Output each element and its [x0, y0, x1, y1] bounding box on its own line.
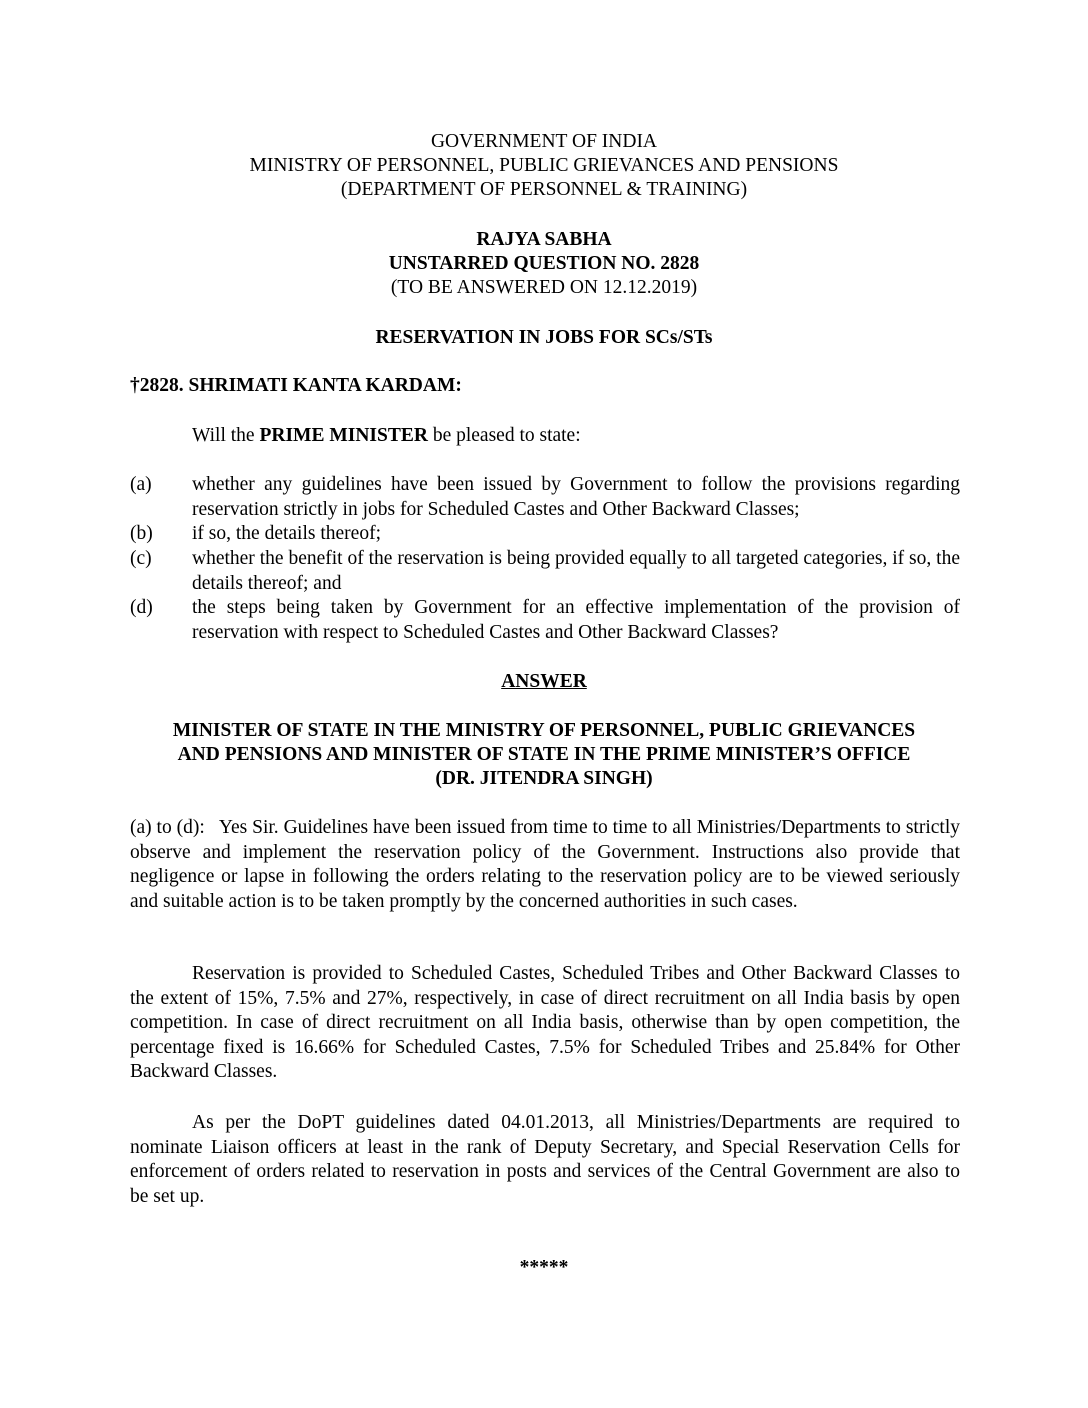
question-label: (c)	[130, 548, 152, 569]
question-label: (a)	[130, 474, 152, 495]
question-text: the steps being taken by Government for an effective implementation of the provision of reservation with respect to Scheduled Castes and Other Backward Classes?	[192, 597, 960, 643]
question-text: whether any guidelines have been issued by Government to follow the provisions regarding reservation strictly in jobs for Scheduled Castes and Other Backward Classes;	[192, 474, 960, 520]
letterhead-government: GOVERNMENT OF INDIA	[430, 131, 658, 152]
end-mark: *****	[519, 1257, 569, 1278]
letterhead	[0, 130, 1088, 202]
question-text: if so, the details thereof;	[192, 523, 381, 544]
answer-paragraph-3: As per the DoPT guidelines dated 04.01.2013, all Ministries/Departments are required to nominate Liaison officers at least in the rank of Deputy Secretary, and Special Reservation Cells for enforcement of orders related to reservation in posts and services of the Central Government are also to be set up.	[130, 1112, 960, 1207]
minister-designation	[0, 719, 1088, 791]
questioner-name: †2828. SHRIMATI KANTA KARDAM:	[130, 375, 462, 396]
answer-heading: ANSWER	[501, 671, 587, 692]
question-label: (d)	[130, 597, 153, 618]
minister-line-1: MINISTER OF STATE IN THE MINISTRY OF PERSONNEL, PUBLIC GRIEVANCES	[172, 720, 916, 741]
question-text: whether the benefit of the reservation is being provided equally to all targeted categories, if so, the details thereof; and	[192, 548, 960, 594]
answer-paragraph-1: (a) to (d): Yes Sir. Guidelines have been issued from time to time to all Ministries/Departments to strictly observe and implement the reservation policy of the Government. Instructions also provide that negligence or lapse in following the orders relating to the reservation policy are to be viewed seriously and suitable action is to be taken promptly by the concerned authorities in such cases.	[130, 817, 965, 912]
minister-name: (DR. JITENDRA SINGH)	[435, 768, 653, 789]
question-label: (b)	[130, 523, 153, 544]
addressee: PRIME MINISTER	[259, 425, 428, 446]
question-intro: Will the PRIME MINISTER be pleased to state:	[192, 425, 581, 446]
answer-paragraph-2: Reservation is provided to Scheduled Castes, Scheduled Tribes and Other Backward Classes to the extent of 15%, 7.5% and 27%, respectively, in case of direct recruitment on all India basis by open competition. In case of direct recruitment on all India basis, otherwise than by open competition, the percentage fixed is 16.66% for Scheduled Castes, 7.5% for Scheduled Tribes and 25.84% for Other Backward Classes.	[130, 963, 960, 1082]
answer-date: (TO BE ANSWERED ON 12.12.2019)	[390, 277, 698, 298]
subject-heading: RESERVATION IN JOBS FOR SCs/STs	[375, 327, 713, 348]
letterhead-department: (DEPARTMENT OF PERSONNEL & TRAINING)	[340, 179, 748, 200]
question-number: UNSTARRED QUESTION NO. 2828	[388, 253, 700, 274]
letterhead-ministry: MINISTRY OF PERSONNEL, PUBLIC GRIEVANCES AND PENSIONS	[249, 155, 839, 176]
house-name: RAJYA SABHA	[476, 229, 612, 250]
question-meta	[0, 228, 1088, 300]
minister-line-2: AND PENSIONS AND MINISTER OF STATE IN THE PRIME MINISTER’S OFFICE	[177, 744, 911, 765]
